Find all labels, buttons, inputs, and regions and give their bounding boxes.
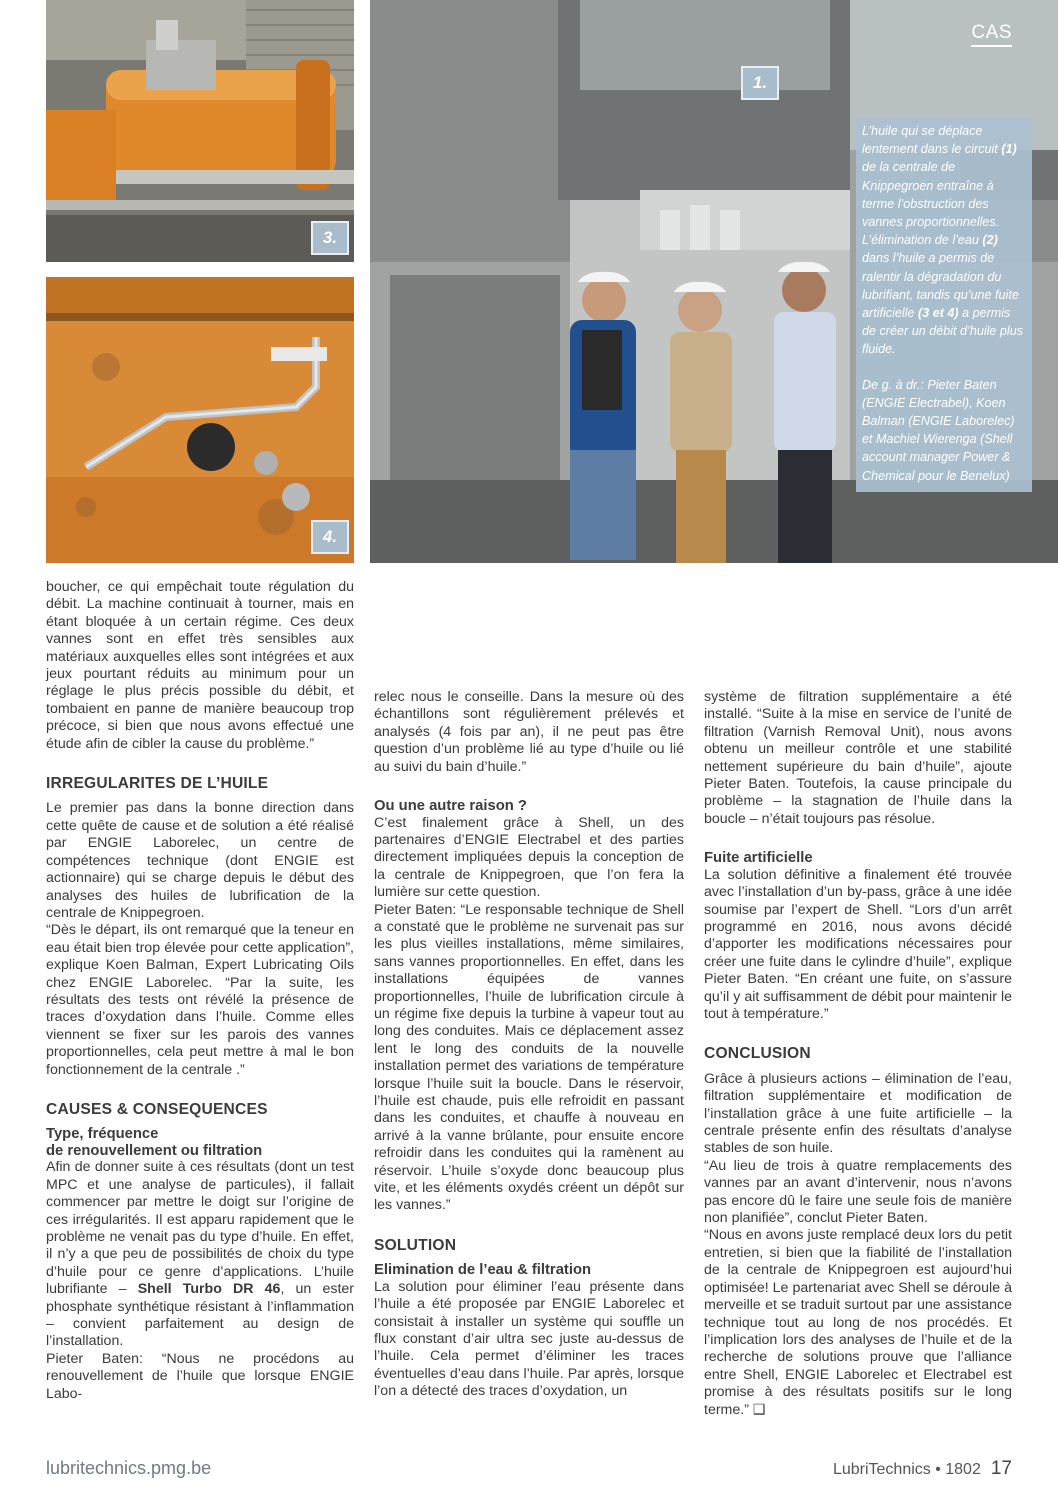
photo-3-label: 3. [311,221,349,255]
subheading-type: Type, fréquence de renouvellement ou filtration [46,1126,263,1159]
paragraph: “Au lieu de trois à quatre remplacements des vannes par an avant d’intervenir, nous n’avons pas encore dû le faire une seule fois de manière non planifiée”, conclut Pieter Baten. [704,1157,1012,1227]
footer-magazine [833,1458,1012,1480]
column-2 [374,689,684,1401]
magazine-issue: LubriTechnics • 1802 [832,1461,981,1478]
paragraph: La solution pour éliminer l’eau présente dans l’huile a été proposée par ENGIE Laborelec et consistait à installer un système qui souffle un flux constant d’air ultra sec juste au-dessus de l’huile. Cela permet d’éliminer les traces éventuelles d’eau dans l’huile. Par après, lorsque l’on a détecté des traces d’oxydation, un [374,1278,684,1400]
end-mark-icon: ❑ [752,1401,766,1418]
paragraph: C’est finalement grâce à Shell, un des partenaires d’ENGIE Electrabel et des parties directement impliquées depuis la conception de la centrale de Knippegroen, que l’on fera la lumière sur cette question. [374,814,684,901]
section-label: CAS [971,22,1012,47]
paragraph: Grâce à plusieurs actions – élimination de l’eau, filtration supplémentaire et modification de l’installation grâce à une fuite artificielle – la centrale présente enfin des résultats d’analyse stables de son huile. [704,1070,1012,1157]
photo-1-label: 1. [741,66,779,100]
paragraph: système de filtration supplémentaire a été installé. “Suite à la mise en service de l’unité de filtration (Varnish Removal Unit), nous avons obtenu un meilleur contrôle et une stabilité nettement supérieure du bain d’huile”, ajoute Pieter Baten. Toutefois, la cause principale du problème – la stagnation de l’huile dans la boucle – n’était toujours pas résolue. [704,689,1012,827]
paragraph: relec nous le conseille. Dans la mesure où des échantillons sont régulièrement prélevés et analysés (4 fois par an), il ne peut pas être question d’un problème lié au type d’huile ou lié au suivi du bain d’huile.” [374,689,684,775]
paragraph: Pieter Baten: “Nous ne procédons au renouvellement de l’huile que lorsque ENGIE Labo- [46,1350,354,1402]
paragraph: Pieter Baten: “Le responsable technique de Shell a constaté que le problème ne survenait pas sur les plus vieilles installations, même similaires, sans vannes proportionnelles. En effet, dans les installations équipées de vannes proportionnelles, l’huile de lubrification circule à un régime fixe depuis la turbine à vapeur tout au long des conduites. Mais ce déplacement assez lent le long des conduits de la nouvelle installation permet des variations de température lorsque l’huile suit la boucle. Dans le réservoir, l’huile est chaude, puis elle refroidit en passant dans les conduites, et chauffe à nouveau en arrivé à la vanne brûlante, pour ensuite encore refroidir dans les conduites qui la ramènent au réservoir. L’huile s’oxyde donc beaucoup plus vite, et les éléments oxydés créent un dépôt sur les vannes.” [374,901,684,1214]
paragraph: “Nous en avons juste remplacé deux lors du petit entretien, si bien que la fiabilité de l’installation de la centrale de Knippegroen est aujourd’hui optimisée! Le partenariat avec Shell se déroule à merveille et se traduit surtout par une assistance technique tout au long de nos procédés. Et l’implication lors des analyses de l’huile et de la recherche de solutions prouve que l’alliance entre Shell, ENGIE Laborelec et Electrabel est promise à des résultats positifs sur le long terme.” ❑ [704,1227,1012,1418]
photo-caption [856,118,1032,492]
photo-3-valve-cylinder [46,0,354,262]
heading-irregularites: IRREGULARITES DE L’HUILE [46,775,269,793]
heading-causes: CAUSES & CONSEQUENCES [46,1100,268,1118]
heading-conclusion: CONCLUSION [704,1045,811,1063]
paragraph: Afin de donner suite à ces résultats (dont un test MPC et une analyse de particules), il fallait commencer par mettre le doigt sur l’origine de ces irrégularités. Il est apparu rapidement que le problème ne venait pas du type d’huile. En effet, il n’y a que peu de possibilités de choix du type d’huile pour ce genre d’applications. L’huile lubrifiante – Shell Turbo DR 46, un ester phosphate synthétique résistant à l’inflammation – convient parfaitement au design de l’installation. [46,1159,355,1350]
subheading-fuite: Fuite artificielle [704,850,813,867]
column-1 [46,579,354,1403]
caption-people: De g. à dr.: Pieter Baten (ENGIE Electrabel), Koen Balman (ENGIE Laborelec) et Machiel Wierenga (Shell account manager Power & Chemical pour le Benelux) [862,377,1015,483]
paragraph: La solution définitive a finalement été trouvée avec l’installation d’un by-pass, grâce à une idée soumise par l’expert de Shell. “Lors d’un arrêt programmé en 2016, nous avons décidé d’apporter les modifications nécessaires pour créer une fuite dans le cylindre d’huile”, explique Pieter Baten. “En créant une fuite, on s’assure qu’il y ait suffisamment de débit pour maintenir le tout à température.” [704,866,1012,1022]
caption-circuit: L’huile qui se déplace lentement dans le circuit (1) de la centrale de Knippegroen entraîne à terme l’obstruction des vannes proportionnelles. L’élimination de l’eau (2) dans l’huile a permis de ralentir la dégradation du lubrifiant, tandis qu’une fuite artificielle (3 et 4) a permis de créer un débit d’huile plus fluide. [862,124,1024,357]
photo-4-label: 4. [311,520,349,554]
paragraph: boucher, ce qui empêchait toute régulation du débit. La machine continuait à tourner, mais en étant bloquée à un certain régime. Ces deux vannes sont en effet très sensibles aux matériaux auxquelles elles sont intégrées et aux jeux pourtant réduits au minimum pour un réglage le plus précis possible du débit, et tombaient en panne de manière beaucoup trop précoce, si bien que nous avons effectué une étude afin de cibler la cause du problème.” [46,579,354,752]
column-3 [704,689,1012,1419]
paragraph: “Dès le départ, ils ont remarqué que la teneur en eau était bien trop élevée pour cette application”, explique Koen Balman, Expert Lubricating Oils chez ENGIE Laborelec. “Par la suite, les résultats des tests ont révélé la présence de traces d’oxydation dans l’huile. Comme elles viennent se fixer sur les parois des vannes proportionnelles, cela peut mettre à mal le bon fonctionnement de la centrale .” [46,922,354,1078]
footer-website[interactable]: lubritechnics.pmg.be [46,1458,212,1478]
subheading-raison: Ou une autre raison ? [374,798,527,815]
subheading-elimination: Elimination de l’eau & filtration [374,1262,592,1279]
photo-4-bypass-leak [46,277,354,563]
page-number: 17 [990,1458,1012,1479]
paragraph: Le premier pas dans la bonne direction dans cette quête de cause et de solution a été réalisé par ENGIE Laborelec, un centre de compétences technique (dont ENGIE est actionnaire) qui se charge depuis le début des analyses des huiles de lubrification de la centrale de Knippegroen. [46,800,354,921]
heading-solution: SOLUTION [374,1236,457,1254]
